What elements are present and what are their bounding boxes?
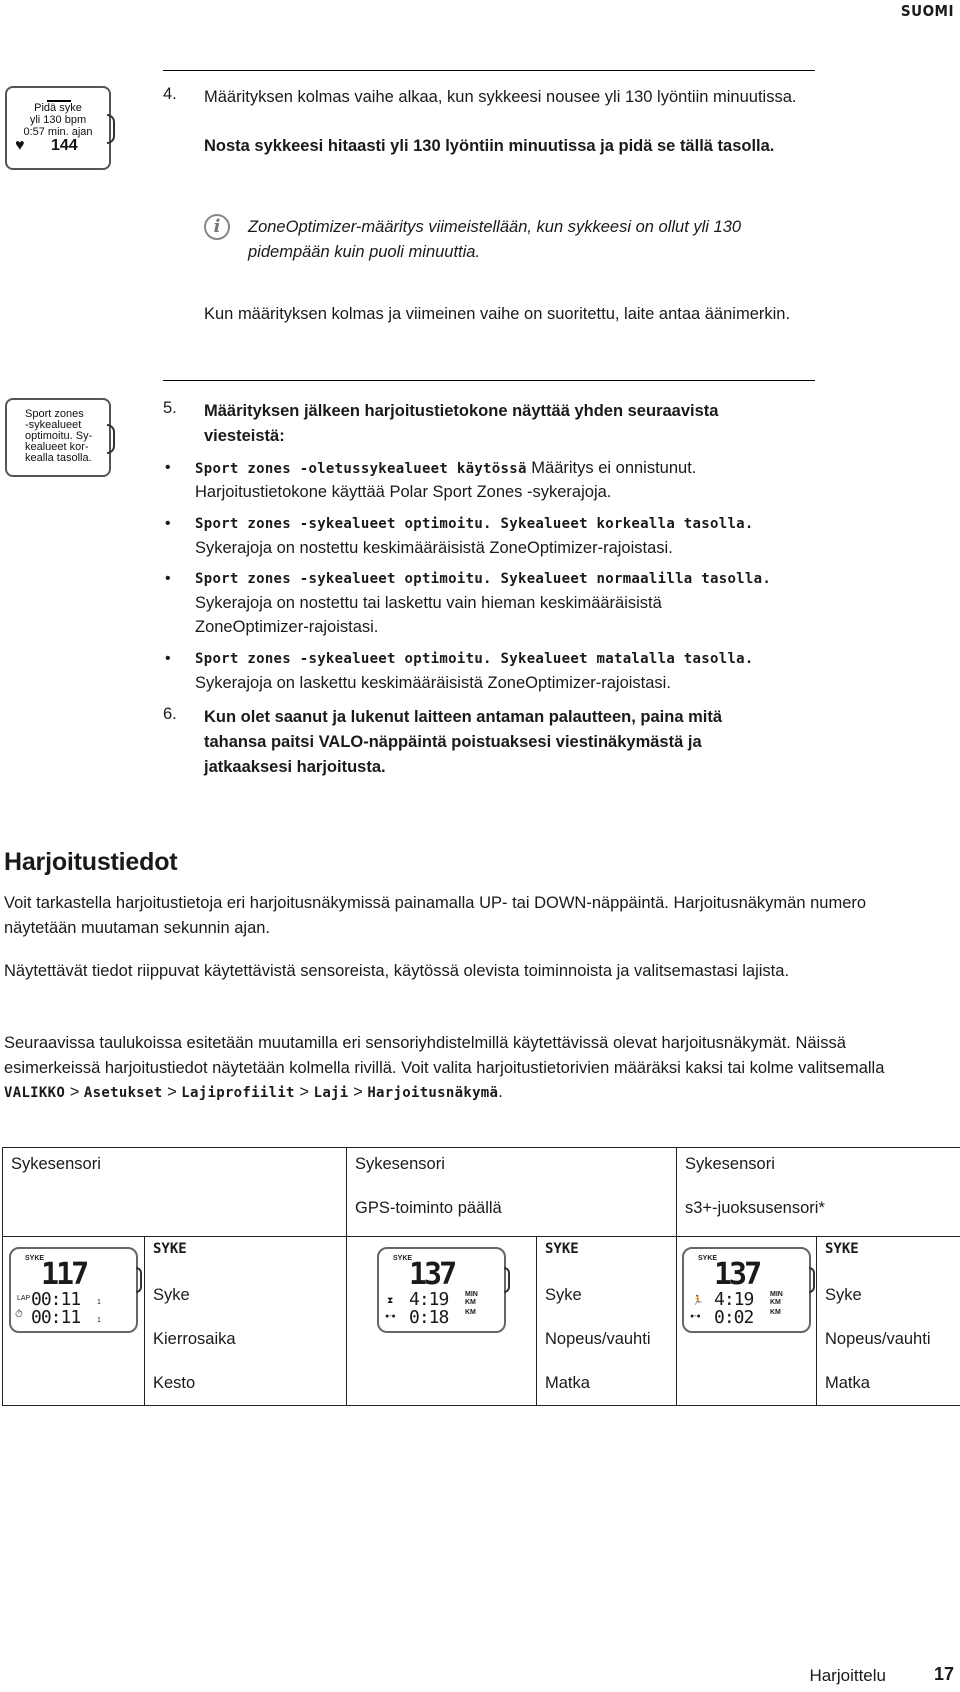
watch-unit: MIN [770,1291,783,1298]
paragraph: Voit tarkastella harjoitustietoja eri harjoitusnäkymissä painamalla UP- tai DOWN-näppäintä. Harjoitusnäkymän numero näytetään muutaman sekunnin ajan. [4,894,867,937]
bullet-icon: • [165,459,171,476]
info-note: ZoneOptimizer-määritys viimeistellään, kun sykkeesi on ollut yli 130 pidempään kuin puoli minuuttia. [248,218,742,261]
paragraph-text: Seuraavissa taulukoissa esitetään muutamilla eri sensoriyhdistelmillä käytettävissä olevat harjoitusnäkymät. Näissä esimerkeissä harjoitustiedot näytetään kolmella rivillä. Voit valita harjoitustietorivien määräksi kaksi tai kolme valitsemalla [4,1034,885,1077]
watch-display [377,1247,506,1333]
lcd-label: SYKE [545,1241,579,1257]
bullet-text: ZoneOptimizer-rajoistasi. [195,618,379,636]
device-line: 0:57 min. ajan [23,126,93,138]
watch-unit: KM [465,1299,476,1306]
lcd-message: Sport zones -sykealueet optimoitu. Sykealueet matalalla tasolla. [195,651,754,667]
watch-display [682,1247,811,1333]
table-header-sub: s3+-juoksusensori* [685,1199,825,1217]
side-button-icon [107,114,115,144]
footer-chapter: Harjoittelu [809,1666,886,1685]
data-row: Nopeus/vauhti [545,1330,651,1348]
watch-button-icon [136,1267,142,1293]
divider [163,70,815,71]
step-number: 4. [163,85,177,103]
watch-row: 4:19 [409,1289,449,1310]
stopwatch-icon: ⏱ [15,1309,23,1320]
paragraph: Näytettävät tiedot riippuvat käytettävistä sensoreista, käytössä olevista toiminnoista ja valitsemastasi lajista. [4,962,790,980]
paragraph [4,1031,904,1106]
bullet-text: Määritys ei onnistunut. [526,459,697,477]
menu-path-item: Laji [313,1085,349,1101]
after-text: Kun määrityksen kolmas ja viimeinen vaihe on suoritettu, laite antaa äänimerkin. [204,305,791,323]
menu-path-item: Harjoitusnäkymä [367,1085,499,1101]
watch-big-value: 137 [409,1257,455,1292]
watch-unit: KM [770,1309,781,1316]
data-row: Matka [825,1374,870,1392]
table-header: Sykesensori [685,1155,775,1173]
table-cell-watch [347,1237,537,1406]
side-button-icon [107,424,115,454]
table-cell-values [145,1237,347,1406]
lcd-message: Sport zones -sykealueet optimoitu. Sykealueet normaalilla tasolla. [195,571,772,587]
info-icon: i [204,214,230,240]
bullet-icon: • [165,515,171,532]
watch-sub: 1 [97,1299,101,1306]
data-row: Syke [153,1286,190,1304]
watch-row: 00:11 [31,1307,81,1328]
step-heading: Määrityksen jälkeen harjoitustietokone näyttää yhden seuraavista viesteistä: [204,402,719,445]
section-title: Harjoitustiedot [4,848,178,876]
table-cell-values [537,1237,677,1406]
device-illustration [5,398,111,477]
table-header-row [3,1148,960,1237]
table-cell-values [817,1237,960,1406]
bullet-text: Sykerajoja on laskettu keskimääräisistä ZoneOptimizer-rajoistasi. [195,674,671,692]
menu-path-item: Lajiprofiilit [181,1085,295,1101]
lcd-label: SYKE [153,1241,187,1257]
device-line: kealueet kor- [25,441,89,453]
device-line: kealla tasolla. [25,452,92,464]
bullet-icon: • [165,650,171,667]
menu-path-item: Asetukset [83,1085,163,1101]
step-number: 5. [163,399,177,417]
step-number: 6. [163,705,177,723]
watch-label: SYKE [393,1255,413,1262]
lcd-message: Sport zones -sykealueet optimoitu. Sykealueet korkealla tasolla. [195,516,754,532]
device-illustration [5,86,111,170]
data-row: Kesto [153,1374,196,1392]
watch-sub: 1 [97,1317,101,1324]
table-header-cell [677,1148,960,1237]
table-header: Sykesensori [355,1155,445,1173]
data-row: Syke [825,1286,862,1304]
watch-big-value: 137 [714,1257,760,1292]
header-language: SUOMI [900,2,954,20]
paragraph-end: . [498,1083,503,1101]
data-row: Kierrosaika [153,1330,236,1348]
pace-icon: ⧗ [387,1295,394,1305]
distance-icon: ●-● [690,1313,701,1320]
table-header-cell [3,1148,347,1237]
menu-separator: > [294,1083,314,1101]
step-text: Kun olet saanut ja lukenut laitteen antaman palautteen, paina mitä tahansa paitsi VALO-näppäintä poistuaksesi viestinäkymästä ja jatkaaksesi harjoitusta. [204,708,723,776]
sensor-table [2,1147,960,1406]
watch-row: 00:11 [31,1289,81,1310]
data-row: Syke [545,1286,582,1304]
watch-unit: KM [770,1299,781,1306]
bullet-text: Sykerajoja on nostettu keskimääräisistä ZoneOptimizer-rajoistasi. [195,539,673,557]
divider [163,380,815,381]
device-line: Pidä syke [34,102,82,114]
menu-separator: > [348,1083,368,1101]
table-row [3,1237,960,1406]
table-cell-watch [677,1237,817,1406]
table-cell-watch [3,1237,145,1406]
watch-row: 0:18 [409,1307,449,1328]
watch-button-icon [809,1267,815,1293]
table-header: Sykesensori [11,1155,101,1173]
heart-icon: ♥ [15,137,25,154]
bullet-icon: • [165,570,171,587]
lcd-message: Sport zones -oletussykealueet käytössä [195,461,527,477]
heart-rate-graph-icon [47,92,71,102]
menu-path-item: VALIKKO [4,1085,66,1101]
table-header-sub [3,1192,346,1236]
lcd-label: SYKE [825,1241,859,1257]
watch-label: SYKE [698,1255,718,1262]
watch-button-icon [504,1267,510,1293]
watch-big-value: 117 [41,1257,87,1292]
menu-separator: > [65,1083,84,1101]
page-number: 17 [933,1664,954,1684]
list-item [195,456,835,482]
distance-icon: ●-● [385,1313,396,1320]
watch-unit: KM [465,1309,476,1316]
watch-row: 0:02 [714,1307,754,1328]
data-row: Nopeus/vauhti [825,1330,931,1348]
menu-separator: > [162,1083,182,1101]
device-line: optimoitu. Sy- [25,430,93,442]
runner-icon: 🏃 [692,1295,704,1305]
watch-row: 4:19 [714,1289,754,1310]
watch-tag: LAP [17,1295,31,1302]
watch-unit: MIN [465,1291,478,1298]
table-header-sub: GPS-toiminto päällä [355,1199,502,1217]
device-line: yli 130 bpm [29,114,87,126]
bullet-text: Harjoitustietokone käyttää Polar Sport Zones -sykerajoja. [195,483,612,501]
bullet-text: Sykerajoja on nostettu tai laskettu vain hieman keskimääräisistä [195,594,662,612]
step-text: Määrityksen kolmas vaihe alkaa, kun sykkeesi nousee yli 130 lyöntiin minuutissa. [204,88,797,106]
table-header-cell [347,1148,677,1237]
device-line: Sport zones [25,408,84,420]
step-instruction: Nosta sykkeesi hitaasti yli 130 lyöntiin minuutissa ja pidä se tällä tasolla. [204,137,775,155]
device-value: 144 [51,137,78,154]
data-row: Matka [545,1374,590,1392]
watch-display [9,1247,138,1333]
watch-label: SYKE [25,1255,45,1262]
device-line: -sykealueet [25,419,82,431]
